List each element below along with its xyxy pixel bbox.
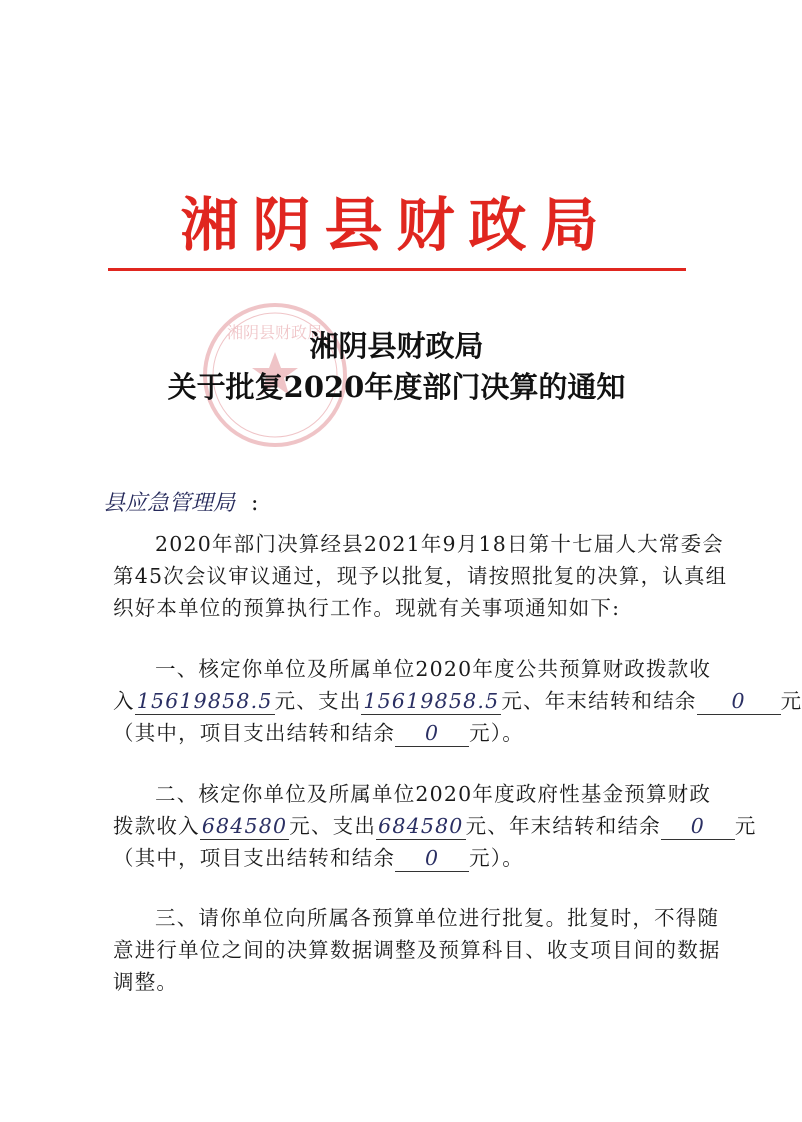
item-2-text: （其中，项目支出结转和结余 bbox=[113, 846, 396, 870]
item-1-text: 元）。 bbox=[469, 721, 524, 745]
income-amount-field: 15619858.5 bbox=[136, 689, 273, 713]
addressee-colon: : bbox=[251, 491, 259, 516]
item-1-paragraph bbox=[113, 653, 802, 749]
expense-amount-field: 15619858.5 bbox=[363, 689, 500, 713]
intro-line: 2020年部门决算经县2021年9月18日第十七届人大常委会 bbox=[155, 532, 724, 556]
item-2-line: 二、核定你单位及所属单位2020年度政府性基金预算财政 bbox=[155, 782, 712, 806]
addressee-name: 县应急管理局 bbox=[103, 491, 236, 516]
item-1-text: 元、年末结转和结余 bbox=[501, 689, 697, 713]
item-2-paragraph bbox=[113, 778, 757, 874]
item-1-text: （其中，项目支出结转和结余 bbox=[113, 721, 396, 745]
item-2-text: 元、年末结转和结余 bbox=[465, 814, 661, 838]
item-3-line: 调整。 bbox=[113, 970, 179, 994]
letterhead-divider bbox=[108, 268, 686, 271]
item-1-text: 入 bbox=[113, 689, 135, 713]
income-amount-field: 684580 bbox=[201, 814, 288, 838]
letterhead-title: 湘阴县财政局 bbox=[180, 191, 613, 259]
intro-paragraph bbox=[113, 528, 728, 624]
svg-text:湘阴县财政局: 湘阴县财政局 bbox=[226, 323, 324, 342]
expense-amount-field: 684580 bbox=[378, 814, 464, 838]
item-1-text: 元 bbox=[780, 689, 802, 713]
addressee bbox=[103, 486, 258, 517]
intro-line: 第45次会议审议通过，现予以批复，请按照批复的决算，认真组 bbox=[113, 564, 728, 588]
document-title-line-2: 关于批复2020年度部门决算的通知 bbox=[167, 370, 626, 404]
item-1-line: 一、核定你单位及所属单位2020年度公共预算财政拨款收 bbox=[155, 657, 712, 681]
balance-amount-field: 0 bbox=[697, 688, 781, 715]
item-1-text: 元、支出 bbox=[274, 689, 362, 713]
project-balance-field: 0 bbox=[395, 845, 469, 872]
intro-line: 织好本单位的预算执行工作。现就有关事项通知如下: bbox=[113, 596, 621, 620]
project-balance-field: 0 bbox=[395, 720, 469, 747]
item-3-line: 三、请你单位向所属各预算单位进行批复。批复时，不得随 bbox=[155, 906, 720, 930]
item-2-text: 元、支出 bbox=[289, 814, 377, 838]
item-3-paragraph bbox=[113, 902, 721, 998]
item-2-text: 元 bbox=[734, 814, 757, 838]
item-2-text: 拨款收入 bbox=[113, 814, 200, 838]
balance-amount-field: 0 bbox=[661, 813, 735, 840]
document-title-line-1: 湘阴县财政局 bbox=[309, 329, 484, 363]
item-3-line: 意进行单位之间的决算数据调整及预算科目、收支项目间的数据 bbox=[113, 938, 721, 962]
item-2-text: 元）。 bbox=[469, 846, 524, 870]
